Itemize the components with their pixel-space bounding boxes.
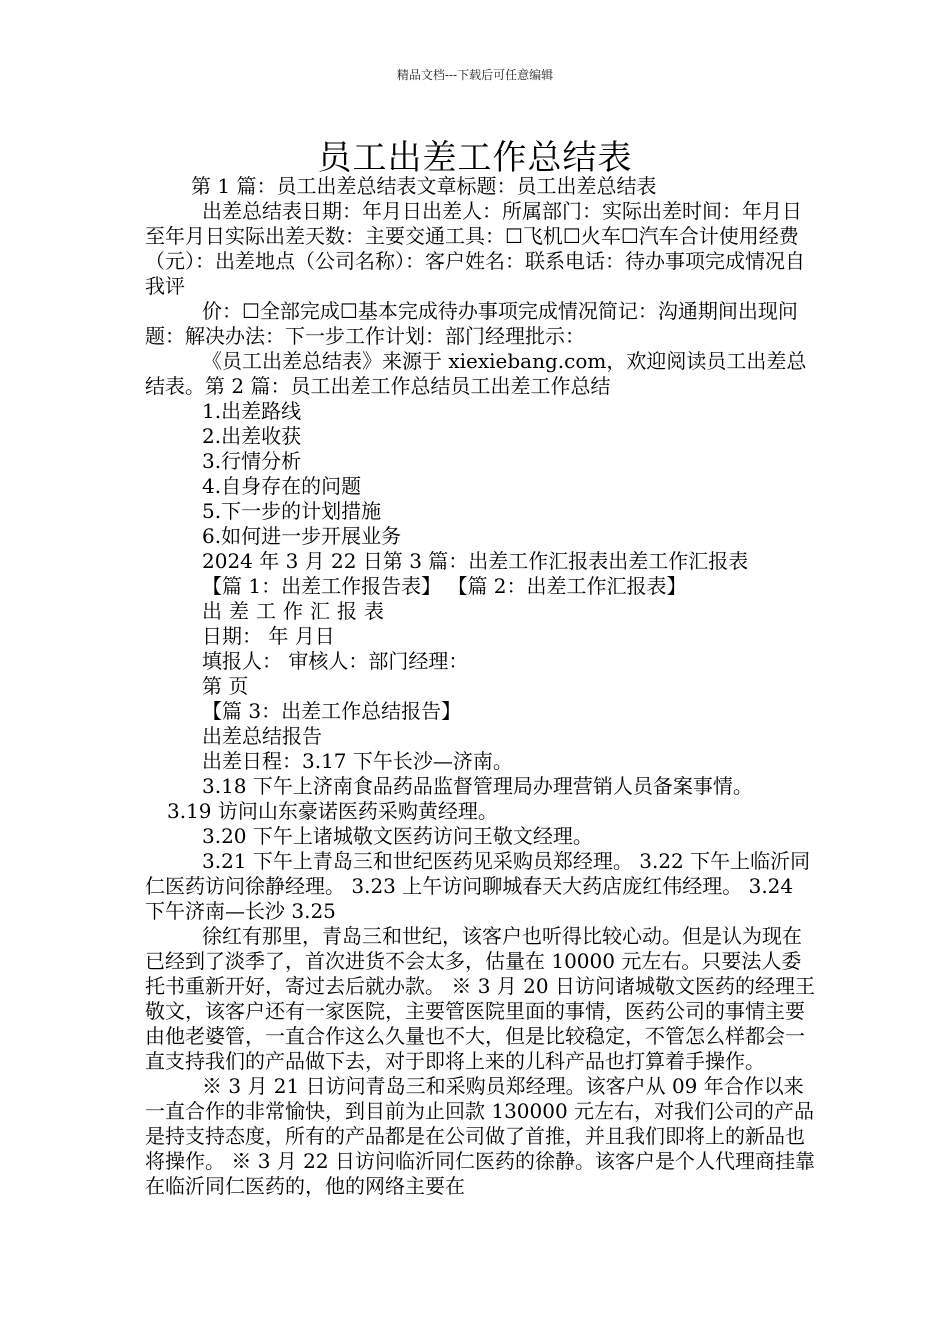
paragraph: 第 页 <box>202 674 249 698</box>
paragraph: ※ 3 月 21 日访问青岛三和采购员郑经理。该客户从 09 年合作以来一直合作的非常愉快，到目前为止回款 130000 元左右，对我们公司的产品是持支持态度，所有的产品都是在公司做了首推，并且我们即将上的新品也将操作。 ※ 3 月 22 日访问临沂同仁医药的徐静。该客户是个人代理商挂靠在临沂同仁医药的，他的网络主要在 <box>145 1074 815 1198</box>
paragraph: 1.出差路线 <box>202 399 302 423</box>
paragraph: 日期： 年 月日 <box>202 624 335 648</box>
paragraph: 出差总结表日期：年月日出差人：所属部门：实际出差时间：年月日至年月日实际出差天数：主要交通工具：☐飞机☐火车☐汽车合计使用经费（元）：出差地点（公司名称）：客户姓名：联系电话：待办事项完成情况自我评 <box>145 199 805 298</box>
paragraph: 5.下一步的计划措施 <box>202 499 382 523</box>
header-note: 精品文档---下载后可任意编辑 <box>396 68 554 82</box>
paragraph: 3.20 下午上诸城敬文医药访问王敬文经理。 <box>202 824 593 848</box>
paragraph: 价：☐全部完成☐基本完成待办事项完成情况简记：沟通期间出现问题：解决办法：下一步工作计划：部门经理批示： <box>145 299 798 348</box>
paragraph: 【篇 3：出差工作总结报告】 <box>202 699 462 723</box>
paragraph: 2024 年 3 月 22 日第 3 篇：出差工作汇报表出差工作汇报表 <box>202 549 749 573</box>
paragraph: 填报人： 审核人：部门经理： <box>202 649 469 673</box>
paragraph: 6.如何进一步开展业务 <box>202 524 402 548</box>
paragraph: 3.行情分析 <box>202 449 302 473</box>
paragraph: 2.出差收获 <box>202 424 302 448</box>
paragraph: 徐红有那里，青岛三和世纪，该客户也听得比较心动。但是认为现在已经到了淡季了，首次进货不会太多，估量在 10000 元左右。只要法人委托书重新开好，寄过去后就办款。 ※ 3 月 20 日访问诸城敬文医药的经理王敬文，该客户还有一家医院，主要管医院里面的事情，医药公司的事情主要由他老婆管，一直合作这么久量也不大，但是比较稳定，不管怎么样都会一直支持我们的产品做下去，对于即将上来的儿科产品也打算着手操作。 <box>145 924 815 1073</box>
paragraph: 出差工作汇报表 <box>202 599 391 623</box>
document-body <box>145 174 815 1199</box>
paragraph: 3.19 访问山东豪诺医药采购黄经理。 <box>167 799 498 823</box>
paragraph: 出差总结报告 <box>202 724 322 748</box>
paragraph: 3.21 下午上青岛三和世纪医药见采购员郑经理。 3.22 下午上临沂同仁医药访问徐静经理。 3.23 上午访问聊城春天大药店庞红伟经理。 3.24 下午济南—长沙 3.25 <box>145 849 811 923</box>
document-title: 员工出差工作总结表 <box>317 138 633 178</box>
paragraph: 3.18 下午上济南食品药品监督管理局办理营销人员备案事情。 <box>202 774 753 798</box>
paragraph: 4.自身存在的问题 <box>202 474 362 498</box>
paragraph: 《员工出差总结表》来源于 xiexiebang.com，欢迎阅读员工出差总结表。第 2 篇：员工出差工作总结员工出差工作总结 <box>145 349 807 398</box>
paragraph: 出差日程：3.17 下午长沙—济南。 <box>202 749 513 773</box>
paragraph: 第 1 篇：员工出差总结表文章标题：员工出差总结表 <box>191 174 657 198</box>
paragraph: 【篇 1：出差工作报告表】 【篇 2：出差工作汇报表】 <box>202 574 687 598</box>
